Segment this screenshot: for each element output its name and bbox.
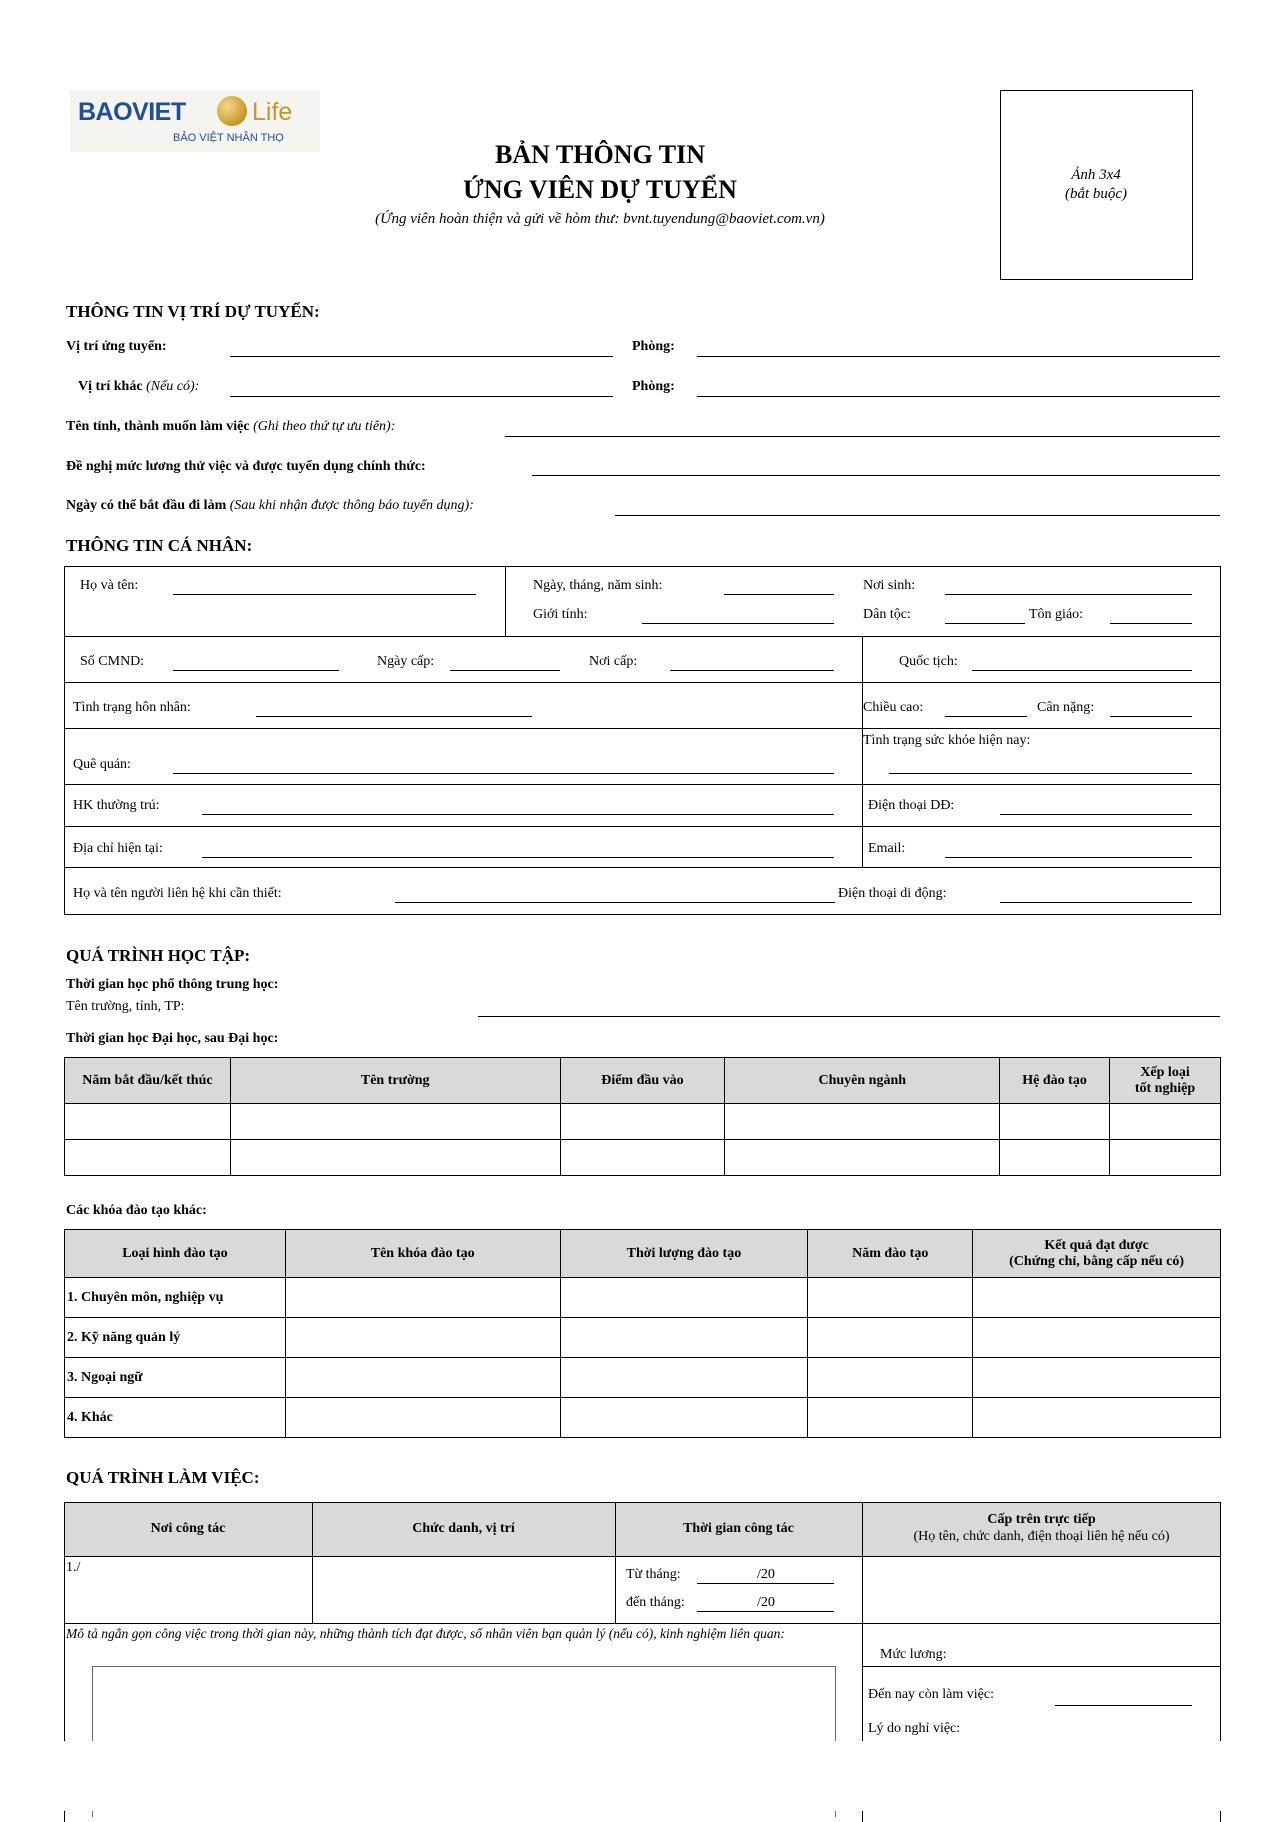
- university-table: [64, 1057, 1221, 1176]
- ton-giao-label: Tôn giáo:: [1029, 607, 1084, 622]
- chieu-cao-label: Chiều cao:: [863, 700, 924, 715]
- ton-giao-field[interactable]: [1110, 623, 1192, 624]
- ly-do-label: Lý do nghỉ việc:: [868, 1721, 961, 1736]
- photo-required: (bắt buộc): [1064, 186, 1128, 202]
- ngay-bat-dau-label: [66, 497, 474, 515]
- gioi-tinh-label: Giới tính:: [533, 607, 588, 622]
- personal-row-divider: [64, 784, 1221, 785]
- email-label: Email:: [868, 841, 906, 856]
- col-he-dao-tao: Hệ đào tạo: [1000, 1058, 1110, 1104]
- tinh-thanh-text: Tên tỉnh, thành muốn làm việc: [66, 419, 250, 434]
- ngay-bat-dau-text: Ngày có thể bắt đầu đi làm: [66, 498, 227, 513]
- work-row-divider: [64, 1556, 1221, 1557]
- tu-thang-year: /20: [757, 1567, 775, 1582]
- table-cell[interactable]: [725, 1140, 1000, 1176]
- ho-ten-field[interactable]: [173, 594, 476, 595]
- col-ket-qua-l1: Kết quả đạt được: [1044, 1237, 1149, 1253]
- muc-luong-label: Đề nghị mức lương thử việc và được tuyển dụng chính thức:: [66, 459, 426, 474]
- education-heading: QUÁ TRÌNH HỌC TẬP:: [66, 946, 251, 965]
- table-cell[interactable]: [560, 1278, 808, 1318]
- table-cell[interactable]: [285, 1358, 560, 1398]
- col-nam-dao-tao: Năm đào tạo: [808, 1230, 973, 1278]
- personal-heading: THÔNG TIN CÁ NHÂN:: [66, 536, 253, 555]
- ngay-sinh-label: Ngày, tháng, năm sinh:: [533, 578, 663, 593]
- phong2-field[interactable]: [697, 396, 1220, 397]
- table-cell[interactable]: [230, 1140, 560, 1176]
- can-nang-label: Cân nặng:: [1037, 700, 1095, 715]
- dai-hoc-label: Thời gian học Đại học, sau Đại học:: [66, 1031, 279, 1046]
- col-xep-loai-l2: tốt nghiệp: [1134, 1080, 1196, 1096]
- position-heading: THÔNG TIN VỊ TRÍ DỰ TUYỂN:: [66, 302, 320, 321]
- table-cell[interactable]: [560, 1140, 725, 1176]
- noi-cap-field[interactable]: [670, 670, 834, 671]
- col-ten-khoa: Tên khóa đào tạo: [285, 1230, 560, 1278]
- col-diem-dau-vao: Điểm đầu vào: [560, 1058, 725, 1104]
- page-title-line2: ỨNG VIÊN DỰ TUYỂN: [463, 175, 737, 204]
- table-cell[interactable]: [973, 1278, 1221, 1318]
- table-cell[interactable]: [808, 1358, 973, 1398]
- mo-ta-label: Mô tả ngắn gọn công việc trong thời gian này, những thành tích đạt được, số nhân viên bạn quản lý (nếu có), kinh nghiệm liên quan:: [66, 1626, 785, 1641]
- dien-thoai-di-dong-field[interactable]: [1000, 902, 1192, 903]
- tinh-thanh-label: [66, 418, 395, 436]
- tu-thang-label: Từ tháng:: [626, 1567, 681, 1582]
- photo-box[interactable]: [1000, 90, 1193, 280]
- ten-truong-tinh-field[interactable]: [478, 1016, 1220, 1017]
- que-quan-label: Quê quán:: [73, 757, 131, 772]
- work-row-number: 1./: [66, 1560, 81, 1575]
- table-cell[interactable]: [285, 1318, 560, 1358]
- noi-sinh-label: Nơi sinh:: [863, 578, 916, 593]
- table-cell[interactable]: [725, 1104, 1000, 1140]
- ngay-cap-field[interactable]: [450, 670, 560, 671]
- den-nay-label: Đến nay còn làm việc:: [868, 1687, 994, 1702]
- table-cell[interactable]: [973, 1318, 1221, 1358]
- phong-label: Phòng:: [632, 339, 675, 354]
- nguoi-lien-he-field[interactable]: [395, 902, 835, 903]
- dien-thoai-dd-field[interactable]: [1000, 814, 1192, 815]
- ngay-sinh-field[interactable]: [724, 594, 834, 595]
- training-row-label: 3. Ngoại ngữ: [65, 1358, 286, 1398]
- cmnd-label: Số CMND:: [80, 654, 145, 669]
- submission-note: (Ứng viên hoàn thiện và gửi về hòm thư: bvnt.tuyendung@baoviet.com.vn): [375, 211, 825, 227]
- col-chuyen-nganh: Chuyên ngành: [725, 1058, 1000, 1104]
- hk-thuong-tru-label: HK thường trú:: [73, 798, 160, 813]
- email-field[interactable]: [945, 857, 1192, 858]
- tinh-thanh-note: (Ghi theo thứ tự ưu tiên):: [253, 419, 396, 434]
- table-cell[interactable]: [973, 1358, 1221, 1398]
- logo-tagline: BẢO VIỆT NHÂN THỌ: [173, 132, 284, 144]
- muc-luong-work-label: Mức lương:: [880, 1647, 947, 1662]
- dan-toc-field[interactable]: [945, 623, 1025, 624]
- den-thang-year: /20: [757, 1595, 775, 1610]
- training-heading: Các khóa đào tạo khác:: [66, 1203, 207, 1218]
- col-cap-tren-l1: Cấp trên trực tiếp: [987, 1512, 1096, 1527]
- noi-cap-label: Nơi cấp:: [589, 654, 638, 669]
- phong-field[interactable]: [697, 356, 1220, 357]
- table-cell[interactable]: [65, 1104, 231, 1140]
- table-cell[interactable]: [285, 1398, 560, 1438]
- ten-truong-tinh-label: Tên trường, tỉnh, TP:: [66, 999, 185, 1014]
- personal-col-divider: [505, 566, 506, 636]
- table-cell[interactable]: [560, 1104, 725, 1140]
- table-cell[interactable]: [65, 1140, 231, 1176]
- hon-nhan-label: Tình trạng hôn nhân:: [73, 700, 191, 715]
- ngay-bat-dau-note: (Sau khi nhận được thông báo tuyển dụng):: [229, 498, 474, 513]
- col-thoi-luong: Thời lượng đào tạo: [560, 1230, 808, 1278]
- table-cell[interactable]: [808, 1318, 973, 1358]
- pho-thong-label: Thời gian học phổ thông trung học:: [66, 977, 279, 992]
- logo-suffix: Life: [252, 98, 293, 126]
- col-ket-qua-l2: (Chứng chỉ, bằng cấp nếu có): [1009, 1253, 1185, 1269]
- suc-khoe-label: Tình trạng sức khỏe hiện nay:: [863, 733, 1031, 748]
- hk-thuong-tru-field[interactable]: [202, 814, 834, 815]
- personal-row-divider: [64, 728, 1221, 729]
- personal-row-divider: [64, 826, 1221, 827]
- muc-luong-field[interactable]: [532, 475, 1220, 476]
- photo-label: Ảnh 3x4: [1071, 167, 1121, 183]
- table-cell[interactable]: [1000, 1104, 1110, 1140]
- nguoi-lien-he-label: Họ và tên người liên hệ khi cần thiết:: [73, 886, 282, 901]
- quoc-tich-label: Quốc tịch:: [899, 654, 958, 669]
- work-row-divider: [862, 1666, 1221, 1667]
- que-quan-field[interactable]: [173, 773, 834, 774]
- col-chuc-danh: Chức danh, vị trí: [412, 1521, 515, 1536]
- vi-tri-ung-tuyen-label: Vị trí ứng tuyển:: [66, 339, 167, 354]
- table-cell[interactable]: [230, 1104, 560, 1140]
- vi-tri-khac-field[interactable]: [230, 396, 613, 397]
- dan-toc-label: Dân tộc:: [863, 607, 911, 622]
- col-ket-qua: [973, 1230, 1221, 1278]
- col-noi-cong-tac: Nơi công tác: [150, 1521, 226, 1536]
- work-heading: QUÁ TRÌNH LÀM VIỆC:: [66, 1468, 260, 1487]
- can-nang-field[interactable]: [1110, 716, 1192, 717]
- ho-ten-label: Họ và tên:: [80, 578, 139, 593]
- ngay-bat-dau-field[interactable]: [615, 515, 1220, 516]
- noi-sinh-field[interactable]: [945, 594, 1192, 595]
- training-table: [64, 1229, 1221, 1438]
- training-row-label: 2. Kỹ năng quản lý: [65, 1318, 286, 1358]
- den-nay-field[interactable]: [1055, 1705, 1192, 1706]
- dia-chi-label: Địa chỉ hiện tại:: [73, 841, 163, 856]
- dia-chi-field[interactable]: [202, 857, 834, 858]
- personal-col-divider: [862, 636, 863, 867]
- logo-globe-icon: [217, 96, 247, 126]
- col-thoi-gian: Thời gian công tác: [683, 1521, 794, 1536]
- tinh-thanh-field[interactable]: [505, 436, 1220, 437]
- page-title-line1: BẢN THÔNG TIN: [495, 140, 705, 169]
- suc-khoe-field[interactable]: [889, 773, 1192, 774]
- col-xep-loai-l1: Xếp loại: [1140, 1064, 1190, 1080]
- phong2-label: Phòng:: [632, 379, 675, 394]
- hon-nhan-field[interactable]: [256, 716, 532, 717]
- table-cell[interactable]: [1000, 1140, 1110, 1176]
- gioi-tinh-field[interactable]: [642, 623, 834, 624]
- ngay-cap-label: Ngày cấp:: [377, 654, 435, 669]
- logo-brand: BAOVIET: [78, 98, 186, 126]
- den-thang-label: đến tháng:: [626, 1595, 685, 1610]
- table-cell[interactable]: [285, 1278, 560, 1318]
- personal-row-divider: [64, 682, 1221, 683]
- col-nam-bat-dau: Năm bắt đầu/kết thúc: [65, 1058, 231, 1104]
- personal-row-divider: [64, 636, 1221, 637]
- personal-row-divider: [64, 867, 1221, 868]
- vi-tri-khac-note: (Nếu có):: [146, 379, 200, 394]
- training-row-label: 1. Chuyên môn, nghiệp vụ: [65, 1278, 286, 1318]
- chieu-cao-field[interactable]: [945, 716, 1027, 717]
- col-cap-tren-l2: (Họ tên, chức danh, điện thoại liên hệ nếu có): [913, 1529, 1170, 1544]
- cmnd-field[interactable]: [173, 670, 339, 671]
- dien-thoai-di-dong-label: Điện thoại di động:: [838, 886, 947, 901]
- table-cell[interactable]: [560, 1318, 808, 1358]
- col-ten-truong: Tên trường: [230, 1058, 560, 1104]
- table-cell[interactable]: [1110, 1104, 1221, 1140]
- vi-tri-khac-label: [78, 378, 199, 396]
- vi-tri-ung-tuyen-field[interactable]: [230, 356, 613, 357]
- table-cell[interactable]: [973, 1398, 1221, 1438]
- col-loai-hinh: Loại hình đào tạo: [65, 1230, 286, 1278]
- table-cell[interactable]: [560, 1398, 808, 1438]
- work-row-divider: [64, 1623, 1221, 1624]
- table-cell[interactable]: [1110, 1140, 1221, 1176]
- vi-tri-khac-text: Vị trí khác: [78, 379, 143, 394]
- quoc-tich-field[interactable]: [972, 670, 1192, 671]
- training-row-label: 4. Khác: [65, 1398, 286, 1438]
- table-cell[interactable]: [560, 1358, 808, 1398]
- dien-thoai-dd-label: Điện thoại DĐ:: [868, 798, 955, 813]
- table-cell[interactable]: [808, 1278, 973, 1318]
- col-xep-loai: [1110, 1058, 1221, 1104]
- table-cell[interactable]: [808, 1398, 973, 1438]
- page-bottom-margin: [0, 1741, 1280, 1811]
